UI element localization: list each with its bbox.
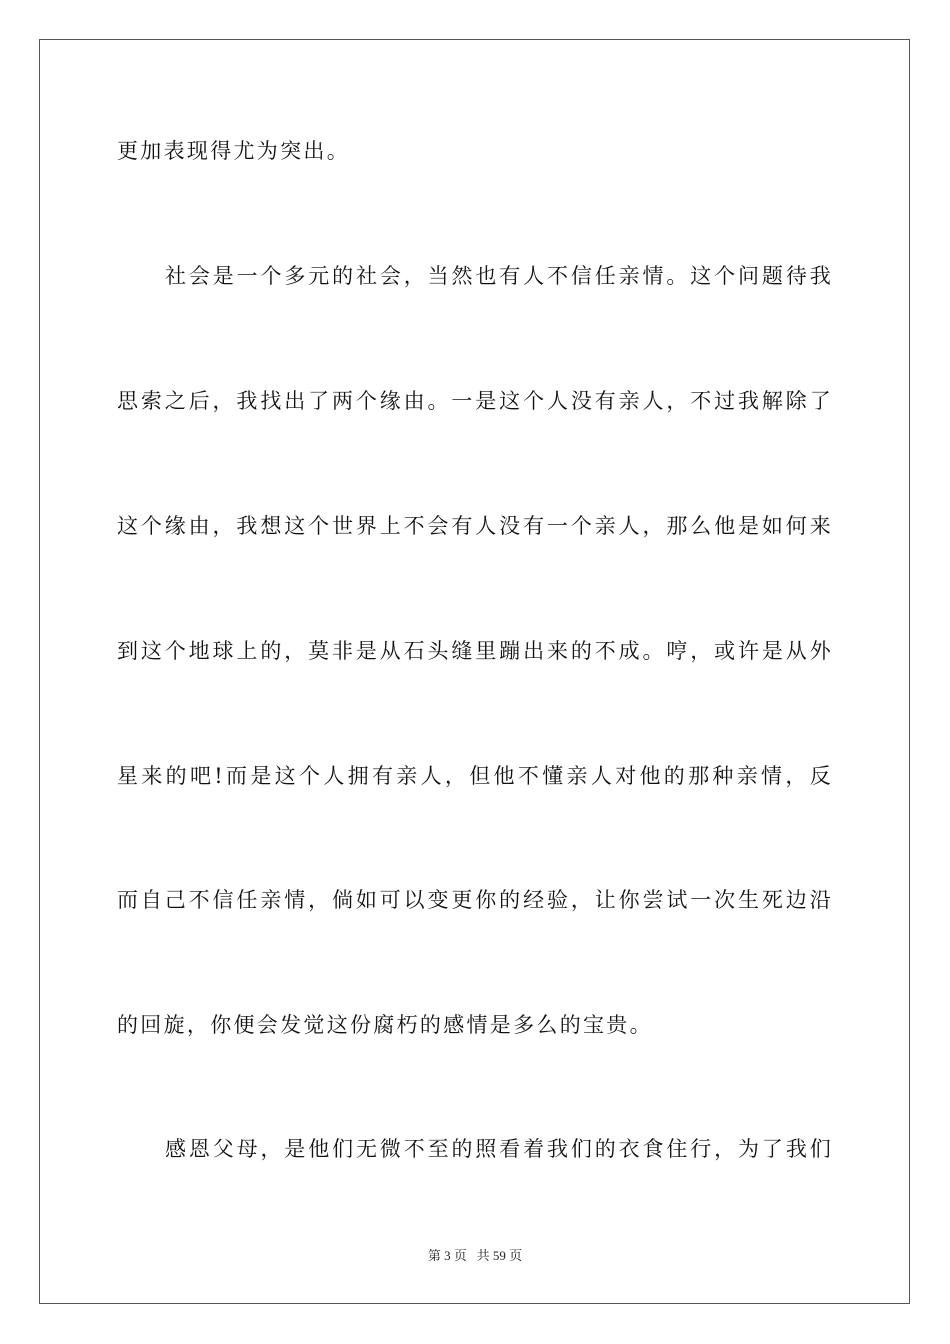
page-number: 第 3 页 (427, 1248, 467, 1263)
paragraph-2-line-6: 而自己不信任亲情，倘如可以变更你的经验，让你尝试一次生死边沿 (117, 888, 833, 912)
paragraph-2-line-4: 到这个地球上的，莫非是从石头缝里蹦出来的不成。哼，或许是从外 (117, 639, 833, 663)
page-border (39, 39, 910, 1304)
paragraph-1-line-1: 更加表现得尤为突出。 (117, 139, 350, 163)
paragraph-2-line-1: 社会是一个多元的社会，当然也有人不信任亲情。这个问题待我 (165, 264, 833, 288)
paragraph-2-line-3: 这个缘由，我想这个世界上不会有人没有一个亲人，那么他是如何来 (117, 514, 833, 538)
page-footer (0, 1247, 950, 1265)
paragraph-2-line-7: 的回旋，你便会发觉这份腐朽的感情是多么的宝贵。 (117, 1013, 653, 1037)
paragraph-2-line-2: 思索之后，我找出了两个缘由。一是这个人没有亲人，不过我解除了 (117, 389, 833, 413)
paragraph-2-line-5: 星来的吧!而是这个人拥有亲人，但他不懂亲人对他的那种亲情，反 (117, 764, 833, 788)
paragraph-3-line-1: 感恩父母，是他们无微不至的照看着我们的衣食住行，为了我们 (165, 1137, 833, 1161)
page-total: 共 59 页 (476, 1248, 523, 1263)
